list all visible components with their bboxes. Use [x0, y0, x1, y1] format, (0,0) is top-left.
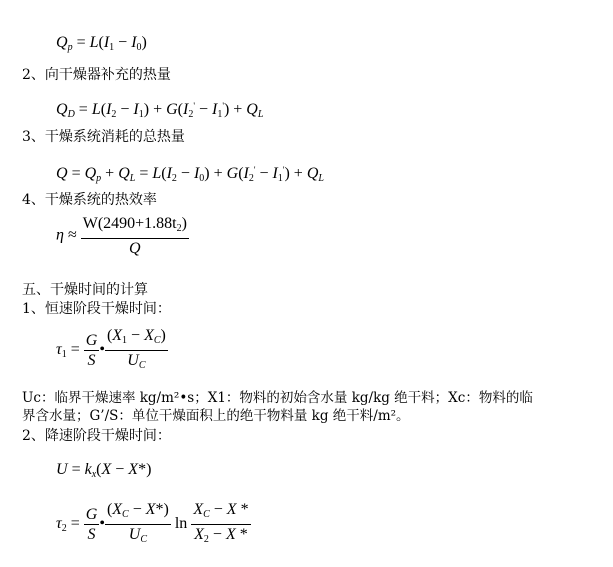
- formula-tau1: $\tau_1$ = $\frac{G}{S}$ • $\frac{(X_1 - X_C)}{U_C}$: [56, 327, 166, 371]
- description-line-1: Uc：临界干燥速率 kg/m²•s；X1：物料的初始含水量 kg/kg 绝干料；Xc：物料的临: [22, 390, 533, 406]
- subheading-2: 2、降速阶段干燥时间：: [22, 428, 171, 444]
- eta-numerator: $W(2490+1.88t_2)$: [81, 214, 189, 239]
- eta-numerator-text: W(2490+1.88t: [82, 215, 177, 232]
- eta-denominator: Q: [129, 240, 141, 257]
- section-5-title: 五、干燥时间的计算: [22, 282, 148, 298]
- formula-q: $Q = Q_p + Q_L = L(I_2 - I_0) + G(I_2' - I_1') + Q_L$: [56, 165, 324, 184]
- formula-qp: $Q_p = L(I_1 - I_0)$: [56, 34, 147, 53]
- formula-u: $U = k_x(X - X*)$: [56, 461, 152, 480]
- formula-eta: η ≈ $\frac{W(2490+1.88t_2)}{Q}$: [56, 215, 187, 257]
- heading-2: 2、向干燥器补充的热量: [22, 67, 171, 83]
- eta-fraction: [81, 214, 189, 258]
- formula-qd: $Q_D = L(I_2 - I_1) + G(I_2' - I_1') + Q_L$: [56, 101, 264, 120]
- description-line-2: 界含水量；G’/S：单位干燥面积上的绝干物料量 kg 绝干料/m²。: [22, 408, 410, 424]
- heading-4: 4、干燥系统的热效率: [22, 192, 157, 208]
- subheading-1: 1、恒速阶段干燥时间：: [22, 301, 171, 317]
- heading-3: 3、干燥系统消耗的总热量: [22, 129, 185, 145]
- formula-tau2: $\tau_2$ = $\frac{G}{S}$ • $\frac{(X_C - X*)}{U_C}$ ln $\frac{X_C - X *}{X_2 - X *}$: [56, 501, 249, 545]
